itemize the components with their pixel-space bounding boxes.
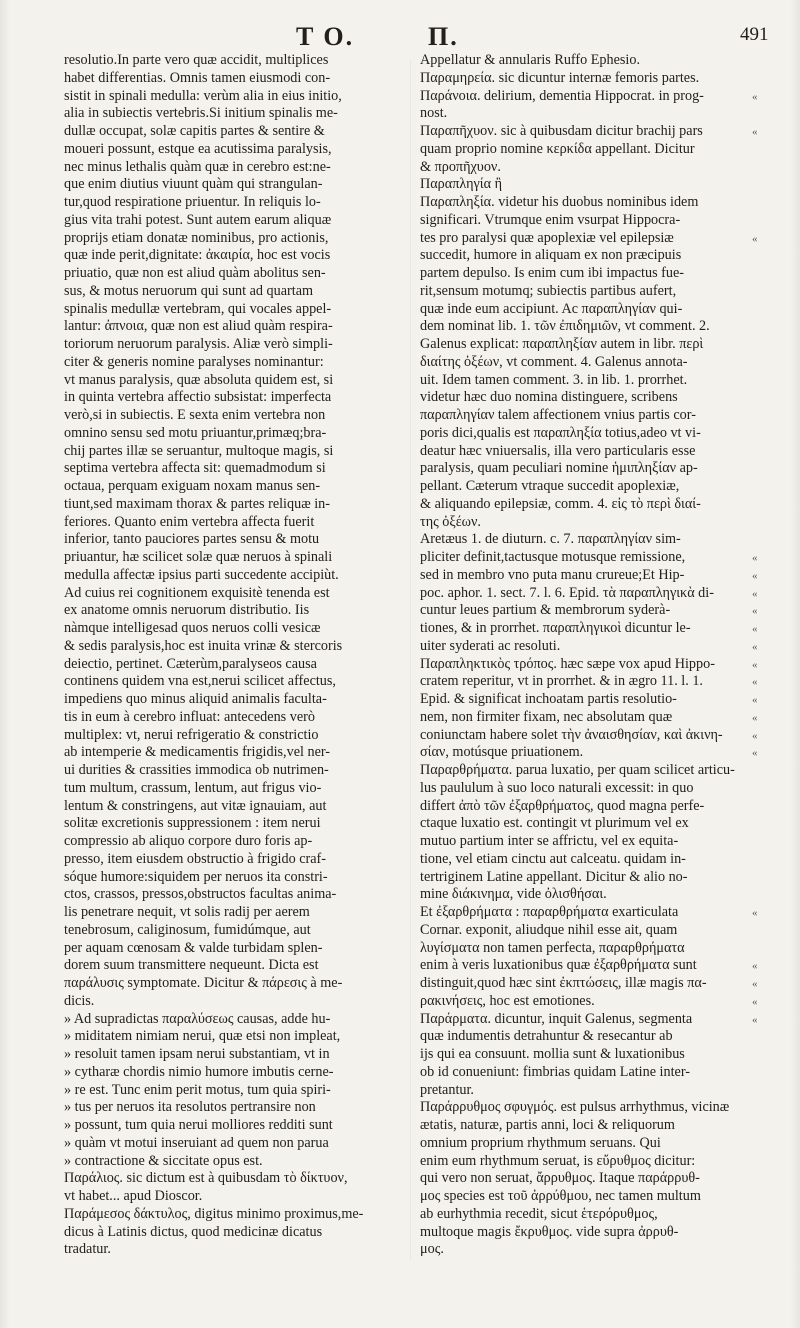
text-line: octaua, perquam exiguam noxam manus sen-: [64, 478, 321, 494]
text-line: Παράλιος. sic dictum est à quibusdam τὸ δίκτυον,: [64, 1170, 348, 1187]
text-line: Παραπληγία ἢ: [420, 176, 503, 193]
text-line: omnium proprium rhythmum seruans. Qui: [420, 1134, 661, 1151]
text-line: Galenus explicat: παραπληξίαν autem in libr. περὶ: [420, 336, 704, 352]
text-line: mine διάκινημα, vide ὀλισθήσαι.: [420, 886, 607, 903]
running-head-left: T O.: [296, 22, 355, 51]
text-line: significari. Vtrumque enim vsurpat Hippocra-: [420, 211, 681, 228]
text-line: que enim diutius viuunt quàm qui strangulan-: [64, 176, 323, 193]
text-line: tiones, & in prorrhet. παραπληγικοὶ dicuntur le-: [420, 620, 691, 636]
text-line: gius vita trahi potest. Sunt autem earum aliquæ: [64, 211, 332, 228]
text-line: tur,quod respiratione priuentur. In reliquis lo-: [64, 194, 321, 210]
text-line: ctos, crassos, pressos,obstructos facultas anima-: [64, 886, 337, 903]
margin-quote-mark: «: [752, 747, 758, 760]
text-line: dicus à Latinis dictus, quod medicinæ dicatus: [64, 1223, 323, 1240]
text-line: sus, & motus neruorum qui sunt ad quartam: [64, 282, 314, 299]
text-line: tis in eum à cerebro influat: antecedens verò: [64, 708, 315, 725]
text-line: tenebrosum, caliginosum, fumidúmque, aut: [64, 921, 311, 938]
text-line: nec minus lethalis quàm quæ in cerebro est:ne-: [64, 158, 331, 175]
text-line: inferior, tanto pauciores partes sensu & motu: [64, 531, 320, 548]
text-line: coniunctam habere solet τὴν ἀναισθησίαν, καὶ ἀκινη-: [420, 726, 723, 743]
text-line: Παραμηρεία. sic dicuntur internæ femoris partes.: [420, 69, 700, 86]
text-line: resolutio.In parte vero quæ accidit, multiplices: [64, 52, 329, 68]
text-line: & sedis paralysis,hoc est inuita vrinæ & stercoris: [64, 637, 343, 654]
page-edge-shadow-left: [0, 0, 10, 1328]
text-line: » re est. Tunc enim perit motus, tum quia spiri-: [64, 1081, 331, 1098]
text-line: quæ indumentis detrahuntur & resecantur ab: [420, 1028, 673, 1045]
text-line: nem, non firmiter fixam, nec absolutam quæ: [420, 708, 673, 725]
margin-quote-mark: «: [752, 232, 758, 245]
text-line: » cytharæ chordis nimio humore imbutis cerne-: [64, 1063, 334, 1080]
text-line: vt manus paralysis, quæ absoluta quidem est, si: [64, 371, 334, 388]
text-line: lus paululum à suo loco naturali excessit: in quo: [420, 779, 694, 796]
text-line: deatur hæc vniuersalis, illa vero particularis esse: [420, 442, 696, 459]
text-line: ab intemperie & medicamentis frigidis,vel ner-: [64, 744, 331, 761]
text-line: & aliquando epilepsiæ, comm. 4. εἰς τὸ περὶ διαί-: [420, 495, 701, 512]
text-line: Epid. & significat inchoatam partis resolutio-: [420, 691, 677, 707]
text-line: medulla affectæ ipsius parti succedente accipiùt.: [64, 566, 339, 583]
margin-quote-mark: «: [752, 995, 758, 1008]
margin-quote-mark: «: [752, 978, 758, 990]
text-line: tiunt,sed maximam thorax & partes reliquæ in-: [64, 495, 330, 512]
text-line: sed in membro vno puta manu crureue;Et Hip-: [420, 566, 685, 583]
text-line: dem nominat lib. 1. τῶν ἐπιδημιῶν, vt comment. 2.: [420, 318, 710, 335]
text-line: partem depulso. Is enim cum ibi impactus fue-: [420, 265, 684, 281]
text-line: solitæ excretionis suppressionem : item nerui: [64, 815, 321, 832]
text-line: » miditatem nimiam nerui, quæ etsi non impleat,: [64, 1028, 341, 1045]
page-number: 491: [740, 24, 769, 45]
text-line: enim à veris luxationibus quæ ἐξαρθρήματα sunt: [420, 957, 697, 974]
text-line: per aquam cœnosam & valde turbidam splen-: [64, 939, 323, 956]
text-line: tertriginem Latine appellant. Dicitur & alio no-: [420, 868, 688, 885]
text-line: σίαν, motúsque priuationem.: [420, 744, 584, 761]
text-line: Παραπληξία. videtur his duobus nominibus idem: [420, 194, 699, 210]
text-line: compressio ab aliquo corpore duro foris ap-: [64, 833, 313, 849]
text-line: dorem suum transmittere nequeunt. Dicta est: [64, 957, 319, 974]
column-gutter: [410, 60, 411, 1260]
text-line: lis penetrare nequit, vt solis radij per aerem: [64, 904, 310, 920]
text-line: ob id conueniunt: fimbrias quidam Latine inter-: [420, 1063, 690, 1080]
text-line: Aretæus 1. de diuturn. c. 7. παραπληγίαν sim-: [420, 531, 681, 548]
text-line: succedit, humore in aliquam ex non præcipuis: [420, 247, 682, 264]
text-line: sóque humore:siquidem per neruos ita constri-: [64, 868, 328, 885]
text-line: » quàm vt motui inseruiant ad quem non parua: [64, 1134, 329, 1151]
text-line: lantur: ἀπνοια, quæ non est aliud quàm respira-: [64, 318, 333, 335]
text-line: spinalis medullæ vertebram, qui vocales appel-: [64, 300, 332, 317]
text-line: ijs qui ea consuunt. mollia sunt & luxationibus: [420, 1046, 685, 1062]
text-line: qui vero non seruat, ἄρρυθμος. Itaque παράρρυθ-: [420, 1170, 700, 1187]
text-line: alia in subiectis vertebris.Si initium spinalis me-: [64, 105, 338, 122]
running-head-right: П.: [428, 22, 459, 51]
text-line: multoque magis ἔκρυθμος. vide supra ἀρρυθ-: [420, 1223, 679, 1240]
text-line: priuantur, hæ scilicet solæ quæ neruos à spinali: [64, 549, 333, 565]
margin-quote-mark: «: [752, 90, 758, 103]
text-line: της ὀξέων.: [420, 513, 481, 530]
text-line: videtur hæc duo nomina distinguere, scribens: [420, 389, 678, 406]
text-line: Παράνοια. delirium, dementia Hippocrat. in prog-: [420, 87, 704, 104]
text-line: dullæ occupat, solæ capitis partes & sentire &: [64, 123, 325, 139]
text-line: presso, item eiusdem obstructio à frigido craf-: [64, 850, 326, 867]
right-column: [420, 52, 736, 1259]
margin-quote-mark: «: [752, 587, 758, 600]
text-line: rit,sensum motumq; subiectis partibus aufert,: [420, 282, 677, 299]
margin-quote-mark: «: [752, 907, 758, 919]
text-line: ab eurhythmia recedit, sicut ἑτερόρυθμος,: [420, 1205, 658, 1222]
text-line: Et ἐξαρθρήματα : παραρθρήματα exarticulata: [420, 904, 679, 920]
text-line: Παράρματα. dicuntur, inquit Galenus, segmenta: [420, 1010, 693, 1027]
margin-quote-mark: «: [752, 960, 758, 973]
text-line: tes pro paralysi quæ apoplexiæ vel epilepsiæ: [420, 229, 674, 246]
text-line: multiplex: vt, nerui refrigeratio & constrictio: [64, 726, 319, 743]
text-line: » contractione & siccitate opus est.: [64, 1152, 263, 1169]
text-line: Παράρρυθμος σφυγμός. est pulsus arrhythmus, vicinæ: [420, 1099, 730, 1116]
text-line: feriores. Quanto enim vertebra affecta fuerit: [64, 513, 315, 530]
text-line: quam proprio nomine κερκίδα appellant. Dicitur: [420, 140, 695, 157]
text-line: uit. Idem tamen comment. 3. in lib. 1. prorrhet.: [420, 371, 688, 388]
text-line: » Ad supradictas παραλύσεως causas, adde hu-: [64, 1010, 331, 1027]
text-line: Παραπῆχυον. sic à quibusdam dicitur brachij pars: [420, 123, 703, 139]
text-line: deiectio, pertinet. Cæterùm,paralyseos causa: [64, 655, 317, 672]
text-line: tradatur.: [64, 1241, 111, 1258]
text-line: habet differentias. Omnis tamen eiusmodi con-: [64, 69, 331, 86]
text-line: nàmque intelligesad quos neruos colli vesicæ: [64, 620, 321, 636]
text-line: paralysis, quam peculiari nomine ἡμιπληξίαν ap-: [420, 460, 698, 477]
text-line: cratem reperitur, vt in prorrhet. & in ægro 11. l. 1.: [420, 673, 703, 690]
text-line: tum multum, crassum, lentum, aut frigus vio-: [64, 779, 322, 796]
text-line: proprijs etiam donatæ nominibus, pro actionis,: [64, 229, 329, 246]
text-line: chij partes illæ se seruantur, multoque magis, si: [64, 442, 334, 459]
text-line: uiter syderati ac resoluti.: [420, 637, 561, 654]
text-line: citer & generis nomine paralyses nominantur:: [64, 353, 324, 370]
text-line: μος.: [420, 1241, 444, 1258]
margin-quote-mark: «: [752, 126, 758, 138]
text-line: impediens quo minus aliquid animalis faculta-: [64, 691, 327, 707]
margin-quote-mark: «: [752, 623, 758, 635]
text-line: quæ inde eum accipiunt. Ac παραπληγίαν qui-: [420, 300, 683, 317]
margin-quote-mark: «: [752, 1013, 758, 1026]
text-line: ui durities & crassities immodica ob nutrimen-: [64, 762, 329, 778]
text-line: » tus per neruos ita resolutos pertransire non: [64, 1099, 316, 1116]
text-line: ρακινήσεις, hoc est emotiones.: [420, 992, 595, 1009]
text-line: poc. aphor. 1. sect. 7. l. 6. Epid. τὰ παραπληγικὰ di-: [420, 584, 714, 601]
text-line: Παραρθρήματα. parua luxatio, per quam scilicet articu-: [420, 762, 735, 778]
margin-quote-mark: «: [752, 658, 758, 671]
text-line: διαίτης ὀξέων, vt comment. 4. Galenus annota-: [420, 353, 688, 370]
text-line: lentum & constringens, aut vitæ ignauiam, aut: [64, 797, 327, 814]
text-line: tione, vel etiam cinctu aut calceatu. quidam in-: [420, 850, 686, 867]
text-line: poris dici,qualis est παραπληξία totius,adeo vt vi-: [420, 424, 701, 441]
text-line: ctaque luxatio est. contingit vt plurimum vel ex: [420, 815, 689, 832]
margin-quote-mark: «: [752, 605, 758, 618]
text-line: & προπῆχυον.: [420, 158, 501, 175]
text-line: differt ἀπὸ τῶν ἐξαρθρήματος, quod magna perfe-: [420, 797, 705, 814]
text-line: quæ inde perit,dignitate: ἀκαιρία, hoc est vocis: [64, 247, 331, 264]
text-line: nost.: [420, 105, 448, 122]
text-line: septima vertebra affecta sit: quemadmodum si: [64, 460, 326, 477]
text-line: ex anatome omnis neruorum distributio. Iis: [64, 602, 310, 619]
margin-quote-mark: «: [752, 552, 758, 564]
margin-quote-mark: «: [752, 729, 758, 742]
text-line: cuntur leues partium & membrorum syderà-: [420, 602, 671, 619]
text-line: pellant. Cæterum vtraque succedit apoplexiæ,: [420, 478, 680, 494]
text-line: ætatis, naturæ, partis anni, loci & reliquorum: [420, 1117, 675, 1133]
text-line: vt habet... apud Dioscor.: [64, 1188, 203, 1204]
text-line: sistit in spinali medulla: verùm alia in eius initio,: [64, 87, 342, 104]
margin-quote-mark: «: [752, 569, 758, 582]
text-line: distinguit,quod hæc sint ἐκπτώσεις, illæ magis πα-: [420, 975, 707, 991]
page-edge-shadow-right: [790, 0, 800, 1328]
text-line: toriorum neruorum paralysis. Aliæ verò simpli-: [64, 336, 333, 352]
margin-quote-mark: «: [752, 640, 758, 653]
text-line: verò,si in subiectis. E sexta enim vertebra non: [64, 407, 326, 423]
text-line: dicis.: [64, 992, 95, 1009]
text-line: mutuo partium inter se affrictu, vel ex equita-: [420, 833, 679, 849]
text-line: pliciter definit,tactusque motusque remissione,: [420, 549, 686, 565]
text-line: continens quidem vna est,nerui scilicet affectus,: [64, 673, 336, 690]
text-line: priuatio, quæ non est aliud quàm abolitus sen-: [64, 265, 326, 281]
text-line: Appellatur & annularis Ruffo Ephesio.: [420, 52, 640, 68]
text-line: μος species est τοῦ ἀρρύθμου, nec tamen multum: [420, 1188, 701, 1204]
margin-quote-mark: «: [752, 694, 758, 706]
text-line: omnino sensu sed motu priuantur,primæq;bra-: [64, 424, 327, 441]
text-line: Ad cuius rei cognitionem exquisitè tenenda est: [64, 584, 330, 601]
margin-quote-mark: «: [752, 676, 758, 689]
text-line: παράλυσις symptomate. Dicitur & πάρεσις à me-: [64, 975, 343, 991]
text-line: pretantur.: [420, 1081, 474, 1098]
text-line: in quinta vertebra affectio subsistat: imperfecta: [64, 389, 332, 406]
text-line: Παραπληκτικὸς τρόπος. hæc sæpe vox apud Hippo-: [420, 655, 715, 672]
text-line: enim eum rhythmum seruat, is εὔρυθμος dicitur:: [420, 1152, 696, 1169]
text-line: » possunt, tum quia nerui molliores redditi sunt: [64, 1117, 333, 1133]
text-line: παραπληγίαν talem affectionem vnius partis cor-: [420, 407, 696, 423]
text-line: moueri possunt, estque ea acutissima paralysis,: [64, 140, 332, 157]
text-line: Cornar. exponit, aliudque nihil esse ait, quam: [420, 921, 678, 938]
left-column: [64, 52, 398, 1259]
text-line: λυγίσματα non tamen perfecta, παραρθρήματα: [420, 939, 685, 956]
text-line: » resoluit tamen ipsam nerui substantiam, vt in: [64, 1046, 330, 1062]
text-line: Παράμεσος δάκτυλος, digitus minimo proximus,me-: [64, 1205, 364, 1222]
margin-quote-mark: «: [752, 711, 758, 724]
